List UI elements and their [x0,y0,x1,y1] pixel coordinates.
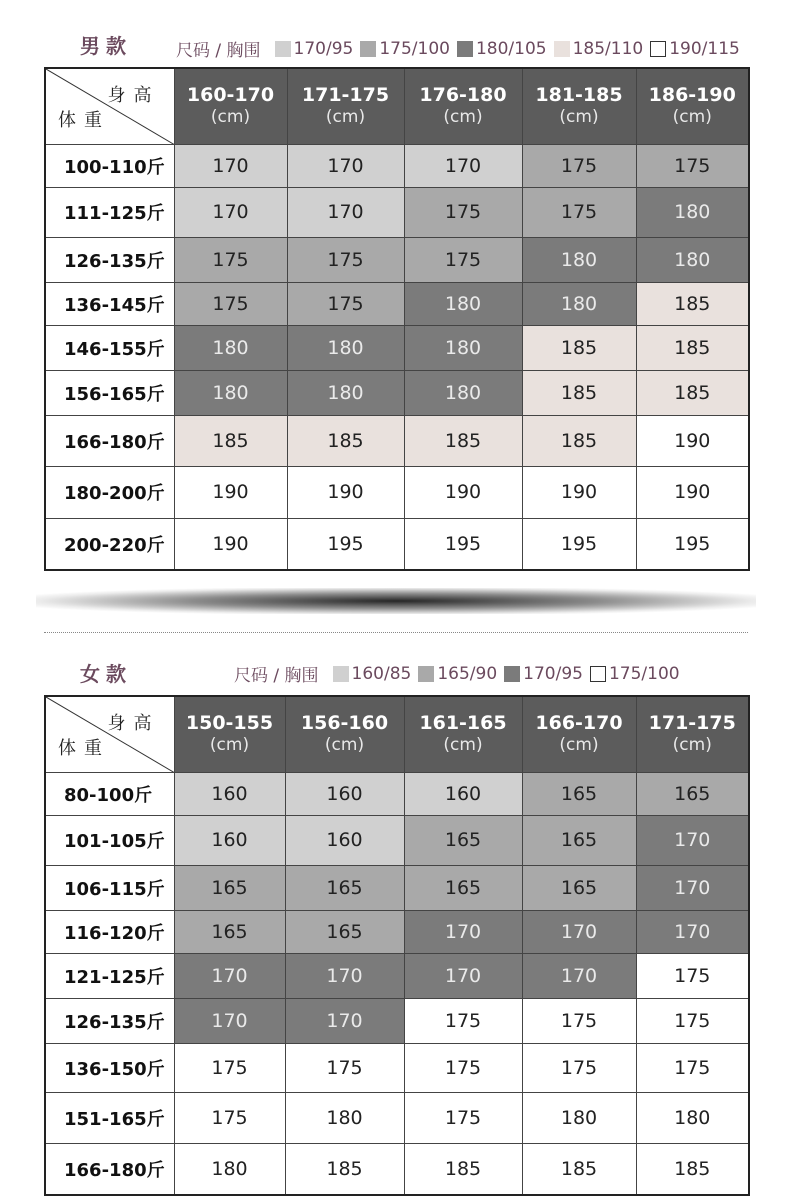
women-legend-item [333,664,412,684]
table-row [45,998,749,1043]
size-cell: 160 [285,772,404,815]
size-cell: 175 [404,237,522,282]
size-cell: 165 [285,865,404,910]
size-cell: 180 [522,237,636,282]
legend-item-label: 180/105 [475,38,547,59]
men-legend [176,36,747,61]
size-cell: 190 [174,518,287,570]
size-cell: 175 [174,237,287,282]
height-range: 160-170 [186,84,275,107]
size-cell: 175 [287,282,404,325]
weight-label: 101-105斤 [45,815,174,865]
size-cell: 175 [285,1043,404,1092]
men-legend-item [554,39,644,59]
height-unit: (cm) [559,107,599,128]
section-divider-shadow [36,588,756,614]
men-size-chart [0,0,790,590]
size-cell: 170 [285,953,404,998]
height-range: 171-175 [648,712,736,735]
size-cell: 180 [174,370,287,415]
size-cell: 165 [522,772,636,815]
height-unit: (cm) [325,107,366,128]
weight-label: 146-155斤 [45,325,174,370]
weight-label: 156-165斤 [45,370,174,415]
table-row [45,953,749,998]
corner-cell [45,696,174,772]
men-size-table [44,67,750,571]
legend-item-label: 175/100 [608,663,680,684]
women-size-chart [0,640,790,1181]
size-cell: 185 [174,415,287,466]
size-cell: 175 [404,998,522,1043]
size-cell: 195 [522,518,636,570]
size-cell: 175 [522,187,636,237]
weight-label: 151-165斤 [45,1092,174,1143]
legend-swatch [650,41,666,57]
size-cell: 185 [287,415,404,466]
size-cell: 190 [636,466,749,518]
size-cell: 185 [522,325,636,370]
size-cell: 170 [636,865,749,910]
size-cell: 175 [174,1092,285,1143]
size-cell: 170 [522,910,636,953]
size-cell: 165 [174,865,285,910]
size-cell: 170 [404,910,522,953]
height-header [636,68,749,144]
size-cell: 165 [285,910,404,953]
size-cell: 190 [404,466,522,518]
size-cell: 165 [404,815,522,865]
size-cell: 185 [404,415,522,466]
weight-label: 200-220斤 [45,518,174,570]
size-cell: 165 [174,910,285,953]
height-unit: (cm) [559,735,599,756]
size-cell: 175 [404,1043,522,1092]
size-cell: 180 [404,282,522,325]
weight-label: 136-150斤 [45,1043,174,1092]
table-row [45,518,749,570]
height-range: 176-180 [419,84,507,107]
dotted-separator [44,632,748,633]
height-range: 166-170 [535,712,623,735]
size-cell: 165 [522,865,636,910]
men-legend-item [457,39,547,59]
height-unit: (cm) [443,735,483,756]
height-unit: (cm) [443,107,483,128]
size-cell: 185 [636,282,749,325]
size-cell: 180 [522,1092,636,1143]
size-cell: 170 [287,144,404,187]
legend-swatch [418,666,434,682]
size-cell: 170 [404,144,522,187]
table-row [45,772,749,815]
legend-item-label: 185/110 [572,38,644,59]
size-cell: 190 [174,466,287,518]
size-cell: 175 [174,282,287,325]
table-row [45,144,749,187]
size-cell: 175 [404,1092,522,1143]
legend-swatch [590,666,606,682]
size-cell: 165 [404,865,522,910]
legend-swatch [554,41,570,57]
size-cell: 170 [287,187,404,237]
size-cell: 175 [522,1043,636,1092]
women-title: 女款 [80,662,132,686]
size-cell: 185 [522,370,636,415]
table-row [45,815,749,865]
size-cell: 180 [285,1092,404,1143]
size-cell: 195 [404,518,522,570]
size-cell: 175 [636,998,749,1043]
size-cell: 180 [404,370,522,415]
weight-label: 106-115斤 [45,865,174,910]
size-cell: 175 [522,998,636,1043]
table-row [45,187,749,237]
size-cell: 175 [174,1043,285,1092]
size-cell: 180 [174,1143,285,1195]
size-cell: 175 [287,237,404,282]
legend-item-label: 165/90 [437,663,498,684]
weight-label: 111-125斤 [45,187,174,237]
weight-label: 116-120斤 [45,910,174,953]
size-cell: 180 [636,237,749,282]
height-header [636,696,749,772]
size-cell: 190 [636,415,749,466]
height-header [174,696,285,772]
size-cell: 175 [404,187,522,237]
size-cell: 170 [636,910,749,953]
size-cell: 160 [174,815,285,865]
size-cell: 165 [522,815,636,865]
legend-item-label: 175/100 [379,38,450,59]
size-cell: 180 [174,325,287,370]
table-row [45,237,749,282]
table-row [45,910,749,953]
size-cell: 185 [285,1143,404,1195]
weight-label: 126-135斤 [45,998,174,1043]
women-legend-item [590,664,680,684]
size-cell: 190 [522,466,636,518]
size-cell: 185 [522,1143,636,1195]
table-row [45,415,749,466]
corner-cell [45,68,174,144]
legend-swatch [457,41,473,57]
women-legend-item [418,664,497,684]
legend-item-label: 170/95 [523,663,583,684]
table-row [45,1092,749,1143]
size-cell: 160 [174,772,285,815]
size-cell: 180 [404,325,522,370]
weight-label: 166-180斤 [45,415,174,466]
size-cell: 185 [404,1143,522,1195]
weight-label: 121-125斤 [45,953,174,998]
table-row [45,1143,749,1195]
weight-axis-label: 体重 [58,109,110,131]
legend-swatch [360,41,376,57]
height-header [285,696,404,772]
weight-label: 180-200斤 [45,466,174,518]
weight-label: 136-145斤 [45,282,174,325]
legend-swatch [275,41,291,57]
size-cell: 170 [174,998,285,1043]
legend-swatch [333,666,349,682]
height-range: 150-155 [185,712,274,735]
size-cell: 175 [636,1043,749,1092]
size-cell: 170 [174,144,287,187]
height-unit: (cm) [210,107,251,128]
header-row [45,696,749,772]
legend-swatch [504,666,520,682]
table-row [45,865,749,910]
weight-axis-label: 体重 [58,737,110,759]
size-cell: 170 [404,953,522,998]
size-cell: 180 [522,282,636,325]
legend-item-label: 190/115 [669,38,740,59]
header-row [45,68,749,144]
table-row [45,1043,749,1092]
table-row [45,370,749,415]
size-cell: 170 [174,953,285,998]
height-range: 156-160 [300,712,389,735]
height-header [522,68,636,144]
size-cell: 185 [522,415,636,466]
size-cell: 180 [636,1092,749,1143]
height-range: 181-185 [535,84,623,107]
size-cell: 190 [287,466,404,518]
women-legend-item [504,664,583,684]
size-cell: 185 [636,370,749,415]
height-unit: (cm) [209,735,250,756]
men-legend-item [275,39,354,59]
table-row [45,466,749,518]
weight-label: 126-135斤 [45,237,174,282]
size-cell: 185 [636,1143,749,1195]
men-legend-item [360,39,450,59]
height-axis-label: 身高 [107,85,160,106]
height-unit: (cm) [324,735,365,756]
height-unit: (cm) [672,107,712,128]
height-header [404,696,522,772]
legend-item-label: 160/85 [351,663,412,684]
height-range: 161-165 [419,712,507,735]
height-range: 186-190 [648,84,736,107]
weight-label: 166-180斤 [45,1143,174,1195]
size-cell: 160 [285,815,404,865]
size-cell: 170 [285,998,404,1043]
size-cell: 180 [287,325,404,370]
size-cell: 175 [636,144,749,187]
size-cell: 170 [174,187,287,237]
men-legend-label: 尺码 / 胸围 [176,41,261,61]
table-row [45,325,749,370]
size-cell: 195 [287,518,404,570]
legend-item-label: 170/95 [293,38,354,59]
women-size-table [44,695,750,1196]
height-header [404,68,522,144]
size-cell: 165 [636,772,749,815]
height-unit: (cm) [672,735,712,756]
women-legend-label: 尺码 / 胸围 [234,666,319,686]
height-header [287,68,404,144]
size-cell: 180 [287,370,404,415]
size-cell: 195 [636,518,749,570]
height-header [522,696,636,772]
weight-label: 80-100斤 [45,772,174,815]
height-range: 171-175 [301,84,390,107]
weight-label: 100-110斤 [45,144,174,187]
height-axis-label: 身高 [107,713,160,734]
size-cell: 180 [636,187,749,237]
size-cell: 185 [636,325,749,370]
size-cell: 175 [636,953,749,998]
height-header [174,68,287,144]
men-title: 男款 [80,34,132,58]
table-row [45,282,749,325]
size-cell: 170 [636,815,749,865]
size-cell: 160 [404,772,522,815]
size-cell: 170 [522,953,636,998]
women-legend [234,661,687,686]
size-cell: 175 [522,144,636,187]
men-legend-item [650,39,740,59]
